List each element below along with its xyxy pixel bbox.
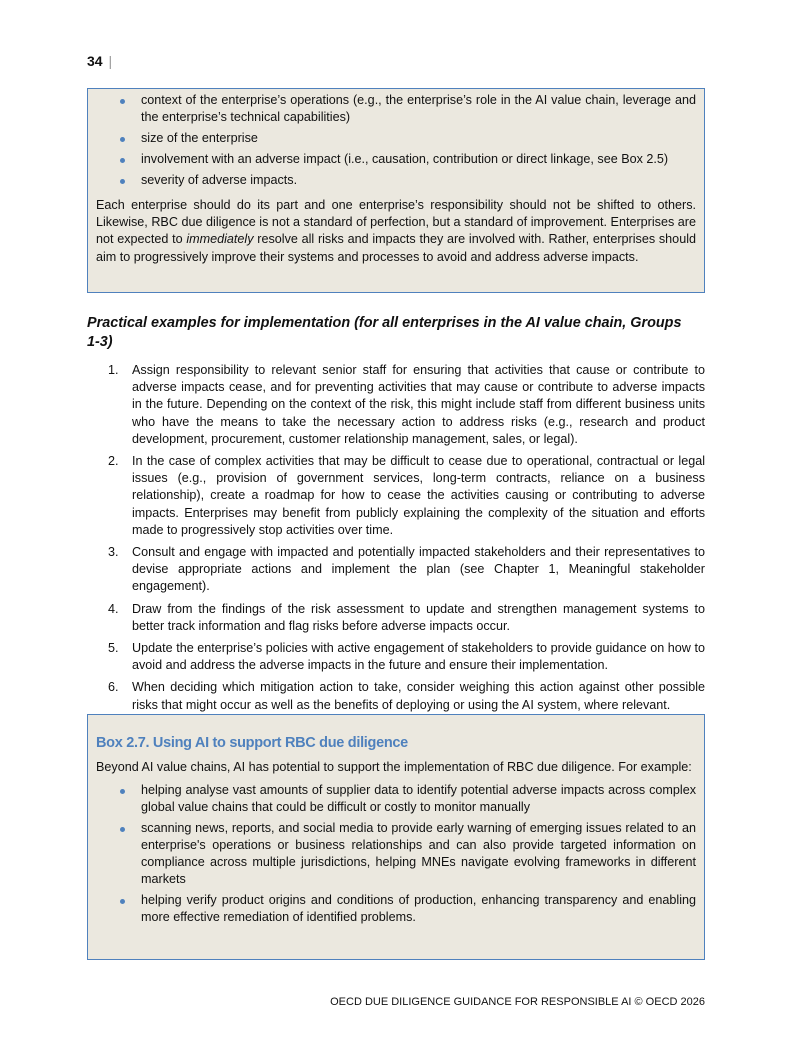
factor-bullet-list (96, 92, 696, 189)
item-number: 6. (108, 680, 119, 695)
continued-box (87, 88, 705, 293)
page-number (87, 53, 112, 69)
bullet-icon (120, 899, 125, 904)
bullet-icon (120, 99, 125, 104)
item-number: 3. (108, 545, 119, 560)
bullet-item: helping verify product origins and conditions of production, enhancing transparency and enabling more effective remediation of identified problems. (96, 892, 696, 926)
list-item: 2. In the case of complex activities that may be difficult to cease due to operational, contractual or legal issues (e.g., provision of government services, long-term contracts, reliance on a business relationship), create a roadmap for how to cease the activities causing or contributing to adverse impacts. Enterprises may benefit from publicly explaining the complexity of the situation and efforts made to progressively stop activities over time. (108, 454, 705, 537)
list-item: 6. When deciding which mitigation action to take, consider weighing this action against other possible risks that might occur as well as the benefits of deploying or using the AI system, where relevant. (108, 680, 705, 712)
item-number: 1. (108, 363, 119, 377)
list-item: 1. Assign responsibility to relevant senior staff for ensuring that activities that cause or contribute to adverse impacts cease, and for preventing activities that may cause or contribute to adverse impacts in the future. Depending on the context of the risk, this might include staff from different business units who have the means to take the necessary action to address risks (e.g., research and product development, procurement, customer relationship management, sales, or legal). (108, 363, 705, 446)
bullet-item: involvement with an adverse impact (i.e., causation, contribution or direct linkage, see Box 2.5) (96, 151, 696, 168)
bullet-icon (120, 827, 125, 832)
page-number-separator: | (108, 53, 113, 69)
bullet-item: severity of adverse impacts. (96, 172, 696, 189)
bullet-item: helping analyse vast amounts of supplier data to identify potential adverse impacts across complex global value chains that could be difficult or costly to monitor manually (96, 782, 696, 816)
section-heading: Practical examples for implementation (for all enterprises in the AI value chain, Groups 1-3) (87, 315, 682, 350)
responsibility-paragraph: Each enterprise should do its part and one enterprise’s responsibility should not be shifted to others. Likewise, RBC due diligence is not a standard of perfection, but a standard of improvement. Enterprises are not expected to immediately resolve all risks and impacts they are involved with. Rather, enterprises should aim to progressively improve their systems and processes to avoid and address adverse impacts. (96, 198, 696, 264)
bullet-item: scanning news, reports, and social media to provide early warning of emerging issues related to an enterprise's operations or business relationships and can also provide targeted information on compliance across multiple jurisdictions, helping MNEs navigate evolving frameworks in different markets (96, 820, 696, 888)
page-number-value: 34 (87, 53, 103, 69)
ai-support-bullet-list (96, 782, 696, 926)
list-item: 5. Update the enterprise’s policies with active engagement of stakeholders to provide guidance on how to avoid and address the adverse impacts in the future and ensure their implementation. (108, 641, 705, 673)
item-number: 5. (108, 641, 119, 656)
box-intro: Beyond AI value chains, AI has potential to support the implementation of RBC due diligence. For example: (96, 760, 692, 774)
implementation-list (108, 362, 705, 719)
list-item: 3. Consult and engage with impacted and potentially impacted stakeholders and their representatives to devise appropriate actions and implement the plan (see Chapter 1, Meaningful stakeholder engagement). (108, 545, 705, 594)
item-number: 2. (108, 454, 119, 469)
bullet-icon (120, 137, 125, 142)
bullet-icon (120, 789, 125, 794)
bullet-item: size of the enterprise (96, 130, 696, 147)
bullet-item: context of the enterprise’s operations (e.g., the enterprise’s role in the AI value chain, leverage and the enterprise’s technical capabilities) (96, 92, 696, 126)
page-footer: OECD DUE DILIGENCE GUIDANCE FOR RESPONSIBLE AI © OECD 2026 (330, 996, 705, 1008)
bullet-icon (120, 179, 125, 184)
bullet-icon (120, 158, 125, 163)
list-item: 4. Draw from the findings of the risk assessment to update and strengthen management systems to better track information and flag risks before adverse impacts occur. (108, 601, 705, 633)
emphasis-immediately: immediately (186, 232, 254, 247)
item-number: 4. (108, 601, 119, 616)
box-title: Box 2.7. Using AI to support RBC due diligence (96, 735, 408, 751)
box-2-7 (87, 714, 705, 960)
